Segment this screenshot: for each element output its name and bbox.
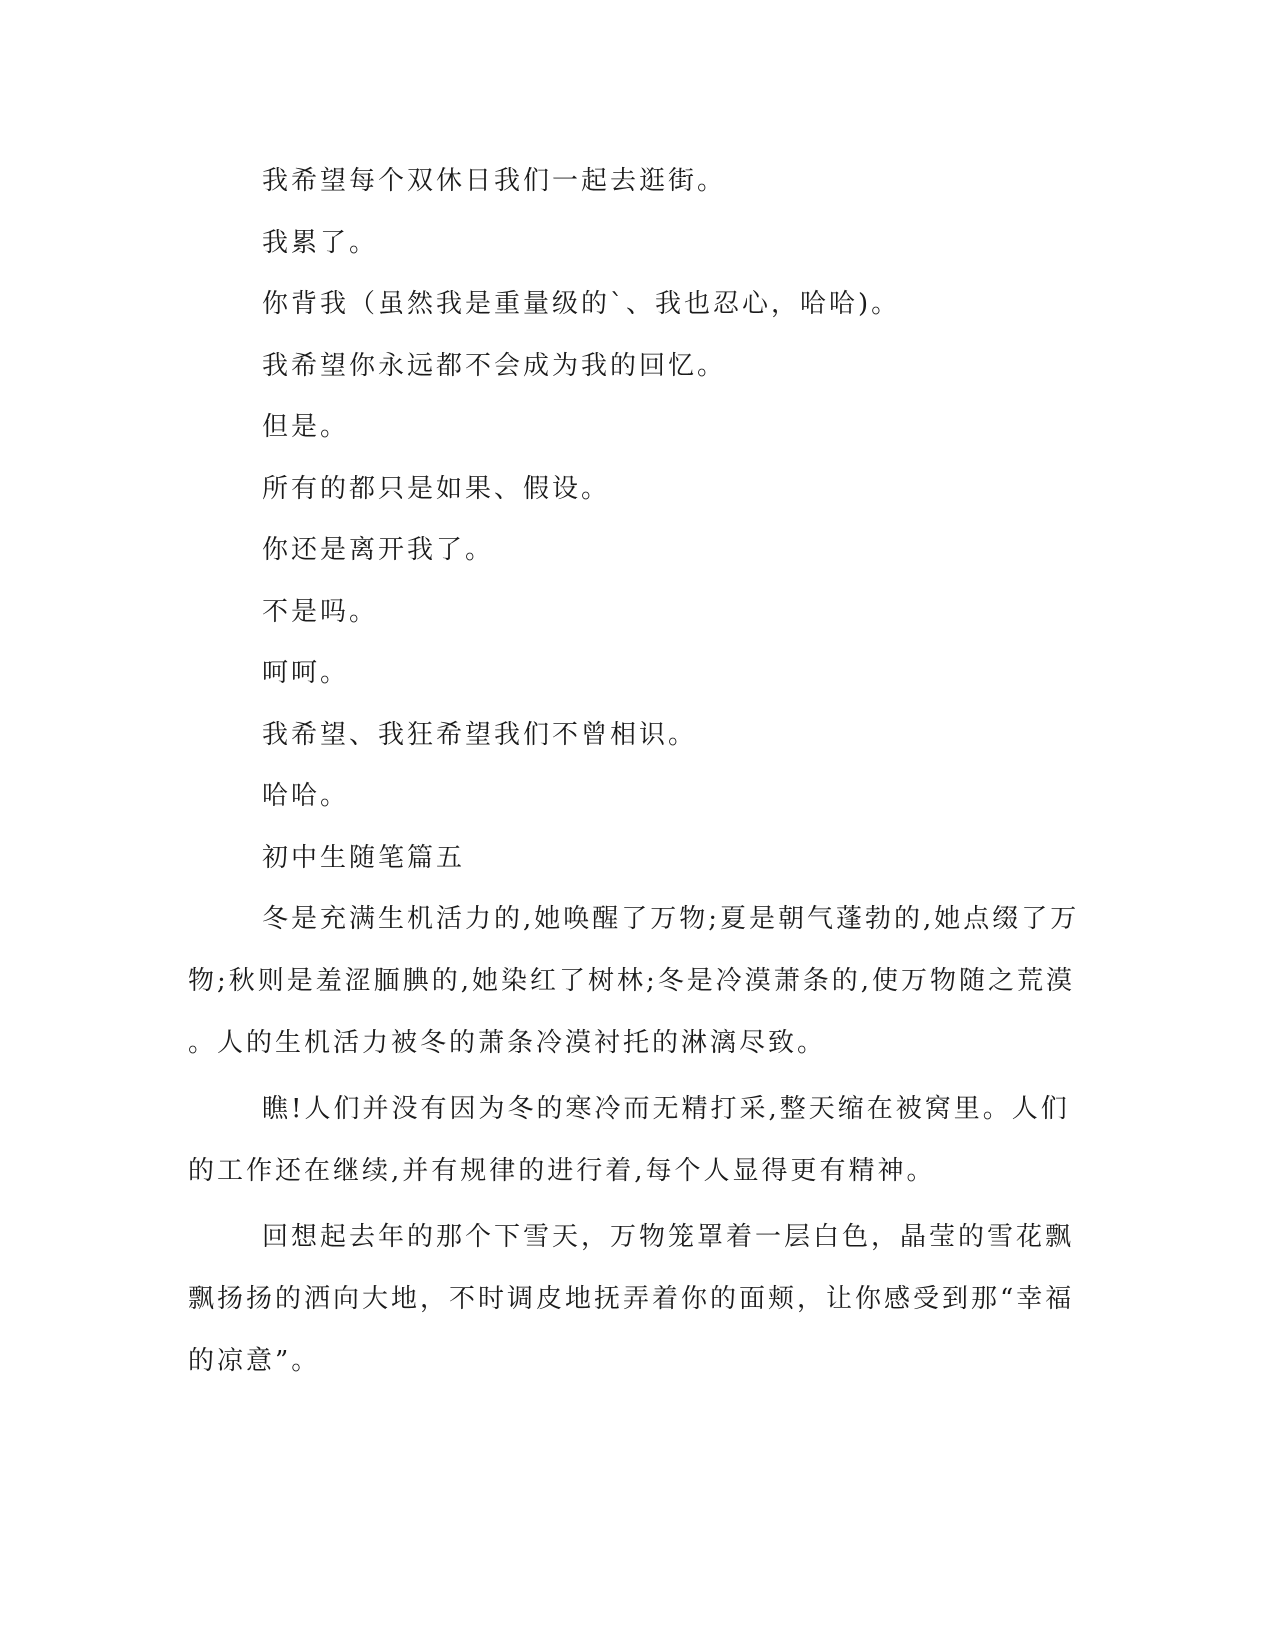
paragraph — [188, 1206, 1075, 1392]
text-line: 你还是离开我了。 — [262, 535, 495, 565]
section-heading: 初中生随笔篇五 — [262, 842, 466, 873]
text-line: 我希望你永远都不会成为我的回忆。 — [262, 350, 727, 381]
text-line: 我累了。 — [262, 227, 379, 258]
text-line: 我希望每个双休日我们一起去逛街。 — [262, 166, 727, 196]
paragraph-line: 飘扬扬的洒向大地，不时调皮地抚弄着你的面颊，让你感受到那“幸福 — [188, 1283, 1075, 1314]
text-line: 但是。 — [262, 412, 350, 442]
text-line: 不是吗。 — [262, 596, 379, 627]
text-line: 所有的都只是如果、假设。 — [262, 473, 611, 504]
paragraph-line: 。人的生机活力被冬的萧条冷漠衬托的淋漓尽致。 — [188, 1027, 827, 1058]
paragraph-line: 物;秋则是羞涩腼腆的,她染红了树林;冬是冷漠萧条的,使万物随之荒漠 — [188, 965, 1076, 996]
paragraph — [188, 888, 1080, 1074]
paragraph-line: 瞧!人们并没有因为冬的寒冷而无精打采,整天缩在被窝里。人们 — [262, 1093, 1070, 1124]
text-line: 呵呵。 — [262, 658, 350, 688]
paragraph — [188, 1078, 1068, 1202]
text-line: 我希望、我狂希望我们不曾相识。 — [262, 719, 698, 750]
text-line: 哈哈。 — [262, 781, 350, 811]
document-body — [188, 165, 1080, 1392]
paragraph-line: 的工作还在继续,并有规律的进行着,每个人显得更有精神。 — [188, 1155, 936, 1186]
paragraph-line: 回想起去年的那个下雪天，万物笼罩着一层白色，晶莹的雪花飘 — [262, 1221, 1075, 1252]
paragraph-line: 冬是充满生机活力的,她唤醒了万物;夏是朝气蓬勃的,她点缀了万 — [262, 903, 1080, 934]
text-line: 你背我（虽然我是重量级的`、我也忍心，哈哈)。 — [262, 289, 901, 319]
paragraph-line: 的凉意”。 — [188, 1345, 321, 1376]
